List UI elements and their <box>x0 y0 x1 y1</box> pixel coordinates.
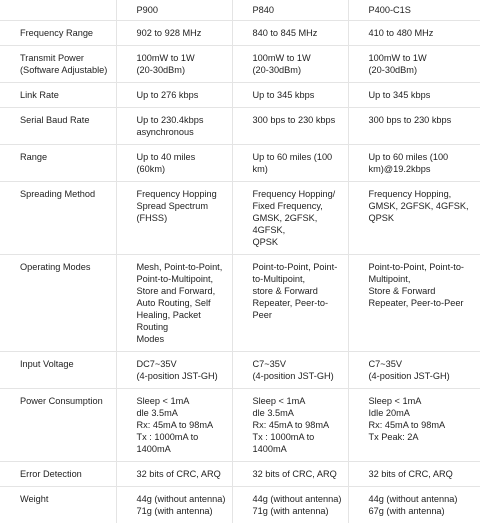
p900-cell: 44g (without antenna) 71g (with antenna) <box>116 487 232 523</box>
p840-cell: Point-to-Point, Point- to-Multipoint, store & Forward Repeater, Peer-to-Peer <box>232 255 348 352</box>
header-cell-spec <box>0 0 116 21</box>
table-header <box>0 0 480 21</box>
spec-label-cell: Frequency Range <box>0 21 116 46</box>
header-cell-p840: P840 <box>232 0 348 21</box>
p900-cell: Up to 230.4kbps asynchronous <box>116 108 232 145</box>
spec-label-cell: Link Rate <box>0 83 116 108</box>
p840-cell: 44g (without antenna) 71g (with antenna) <box>232 487 348 523</box>
p400-c1s-cell: 100mW to 1W (20-30dBm) <box>348 46 480 83</box>
table-row <box>0 145 480 182</box>
p400-c1s-cell: C7~35V (4-position JST-GH) <box>348 352 480 389</box>
p840-cell: Up to 60 miles (100 km) <box>232 145 348 182</box>
header-cell-p400-c1s: P400-C1S <box>348 0 480 21</box>
p840-cell: 32 bits of CRC, ARQ <box>232 462 348 487</box>
p900-cell: DC7~35V (4-position JST-GH) <box>116 352 232 389</box>
p840-cell: C7~35V (4-position JST-GH) <box>232 352 348 389</box>
table-row <box>0 182 480 255</box>
p840-cell: 840 to 845 MHz <box>232 21 348 46</box>
p400-c1s-cell: 410 to 480 MHz <box>348 21 480 46</box>
p840-cell: Sleep < 1mA dle 3.5mA Rx: 45mA to 98mA Tx : 1000mA to 1400mA <box>232 389 348 462</box>
table-row <box>0 487 480 523</box>
p900-cell: Up to 40 miles (60km) <box>116 145 232 182</box>
header-row <box>0 0 480 21</box>
p840-cell: 300 bps to 230 kbps <box>232 108 348 145</box>
header-cell-p900: P900 <box>116 0 232 21</box>
p900-cell: Frequency Hopping Spread Spectrum (FHSS) <box>116 182 232 255</box>
table-row <box>0 21 480 46</box>
spec-label-cell: Transmit Power (Software Adjustable) <box>0 46 116 83</box>
table-row <box>0 389 480 462</box>
p400-c1s-cell: Up to 60 miles (100 km)@19.2kbps <box>348 145 480 182</box>
p400-c1s-cell: Frequency Hopping, GMSK, 2GFSK, 4GFSK, QPSK <box>348 182 480 255</box>
table-row <box>0 46 480 83</box>
p900-cell: 902 to 928 MHz <box>116 21 232 46</box>
p840-cell: Frequency Hopping/ Fixed Frequency, GMSK, 2GFSK, 4GFSK, QPSK <box>232 182 348 255</box>
spec-label-cell: Spreading Method <box>0 182 116 255</box>
spec-label-cell: Operating Modes <box>0 255 116 352</box>
p900-cell: Up to 276 kbps <box>116 83 232 108</box>
p400-c1s-cell: Up to 345 kbps <box>348 83 480 108</box>
p400-c1s-cell: 300 bps to 230 kbps <box>348 108 480 145</box>
p400-c1s-cell: Point-to-Point, Point-to- Multipoint, Store & Forward Repeater, Peer-to-Peer <box>348 255 480 352</box>
p840-cell: 100mW to 1W (20-30dBm) <box>232 46 348 83</box>
table-row <box>0 352 480 389</box>
p840-cell: Up to 345 kbps <box>232 83 348 108</box>
p900-cell: Mesh, Point-to-Point, Point-to-Multipoint, Store and Forward, Auto Routing, Self Healing, Packet Routing Modes <box>116 255 232 352</box>
spec-label-cell: Weight <box>0 487 116 523</box>
spec-label-cell: Power Consumption <box>0 389 116 462</box>
table-row <box>0 108 480 145</box>
table-body <box>0 21 480 523</box>
p400-c1s-cell: Sleep < 1mA Idle 20mA Rx: 45mA to 98mA Tx Peak: 2A <box>348 389 480 462</box>
table-row <box>0 255 480 352</box>
table-row <box>0 462 480 487</box>
spec-label-cell: Error Detection <box>0 462 116 487</box>
p900-cell: Sleep < 1mA dle 3.5mA Rx: 45mA to 98mA Tx : 1000mA to 1400mA <box>116 389 232 462</box>
table-row <box>0 83 480 108</box>
spec-label-cell: Serial Baud Rate <box>0 108 116 145</box>
p400-c1s-cell: 32 bits of CRC, ARQ <box>348 462 480 487</box>
p400-c1s-cell: 44g (without antenna) 67g (with antenna) <box>348 487 480 523</box>
spec-label-cell: Range <box>0 145 116 182</box>
p900-cell: 32 bits of CRC, ARQ <box>116 462 232 487</box>
spec-label-cell: Input Voltage <box>0 352 116 389</box>
p900-cell: 100mW to 1W (20-30dBm) <box>116 46 232 83</box>
